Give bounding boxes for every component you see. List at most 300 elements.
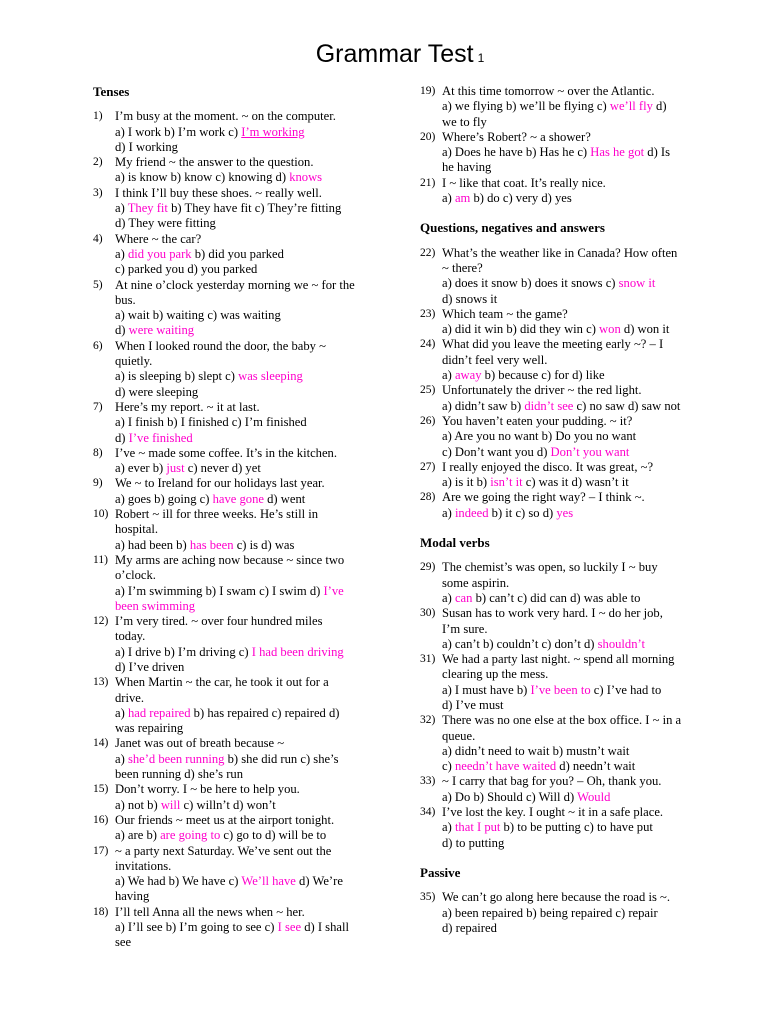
question-number: 14) <box>93 737 109 750</box>
question-line <box>115 538 393 553</box>
text-segment: d) needn’t wait <box>556 759 636 774</box>
text-segment: When Martin ~ the car, he took it out for a <box>115 675 329 690</box>
text-segment: ~ there? <box>442 260 483 275</box>
question-line <box>442 414 720 429</box>
section-spacer <box>420 851 720 865</box>
text-segment: a) Are you no want b) Do you no want <box>442 429 637 444</box>
text-segment: was repairing <box>115 721 184 736</box>
question-line <box>442 353 720 368</box>
question-line <box>115 109 393 124</box>
question-number: 11) <box>93 553 108 566</box>
text-segment: c) <box>442 759 455 774</box>
question-item <box>420 130 720 176</box>
answer-highlight: was sleeping <box>238 369 303 384</box>
text-segment: c) Don’t want you d) <box>442 444 551 459</box>
text-segment: bus. <box>115 292 136 307</box>
question-number: 15) <box>93 783 109 796</box>
answer-highlight: are going to <box>160 828 221 843</box>
text-segment: d) were sleeping <box>115 384 199 399</box>
question-item <box>93 675 393 736</box>
question-text <box>115 232 393 278</box>
question-line <box>442 445 720 460</box>
text-segment: My arms are aching now because ~ since two <box>115 552 345 567</box>
text-segment: a) are b) <box>115 828 161 843</box>
text-segment: ~ a party next Saturday. We’ve sent out the <box>115 843 332 858</box>
question-line <box>442 606 720 621</box>
question-text <box>115 782 393 813</box>
text-segment: When I looked round the door, the baby ~ <box>115 338 326 353</box>
question-item <box>93 232 393 278</box>
question-line <box>442 790 720 805</box>
question-line <box>115 568 393 583</box>
text-segment: Which team ~ the game? <box>442 306 568 321</box>
text-segment: a) I work b) I’m work c) <box>115 124 242 139</box>
answer-highlight: Don’t you want <box>550 444 630 459</box>
question-item <box>420 890 720 936</box>
text-segment: a) we flying b) we’ll be flying c) <box>442 99 610 114</box>
question-line <box>442 490 720 505</box>
question-text <box>115 813 393 844</box>
question-text <box>442 890 720 936</box>
answer-highlight: has been <box>189 537 234 552</box>
question-line <box>115 308 393 323</box>
text-segment: a) does it snow b) does it snows c) <box>442 276 619 291</box>
section-heading: Passive <box>420 864 461 880</box>
text-segment: a) is it b) <box>442 475 491 490</box>
question-number: 31) <box>420 653 436 666</box>
question-item <box>93 186 393 232</box>
text-segment: b) she did run c) she’s <box>224 751 339 766</box>
question-number: 25) <box>420 384 436 397</box>
text-segment: a) Does he have b) Has he c) <box>442 145 591 160</box>
question-line <box>442 399 720 414</box>
text-segment: d) Is <box>644 145 671 160</box>
question-number: 21) <box>420 176 436 189</box>
question-line <box>115 155 393 170</box>
answer-highlight: she’d been running <box>127 751 225 766</box>
text-segment: We ~ to Ireland for our holidays last year. <box>115 476 325 491</box>
question-item <box>93 905 393 951</box>
question-line <box>115 431 393 446</box>
question-line <box>442 383 720 398</box>
section-heading: Questions, negatives and answers <box>420 220 605 236</box>
question-text <box>442 652 720 713</box>
question-line <box>115 706 393 721</box>
question-line <box>115 553 393 568</box>
text-segment: d) <box>115 323 129 338</box>
text-segment: a) <box>115 246 128 261</box>
question-line <box>115 721 393 736</box>
question-item <box>420 246 720 307</box>
question-item <box>420 713 720 774</box>
text-segment: a) Do b) Should c) Will d) <box>442 789 578 804</box>
answer-highlight: needn’t have waited <box>454 759 557 774</box>
question-line <box>442 906 720 921</box>
question-line <box>115 935 393 950</box>
question-line <box>115 859 393 874</box>
question-number: 19) <box>420 85 436 97</box>
text-segment: today. <box>115 629 146 644</box>
text-segment: c) I’ve had to <box>590 682 662 697</box>
text-segment: What did you leave the meeting early ~? – I <box>442 337 664 352</box>
right-column <box>420 84 720 936</box>
question-item <box>420 414 720 460</box>
question-line <box>442 292 720 307</box>
answer-highlight: won <box>599 322 621 337</box>
question-item <box>93 155 393 186</box>
question-item <box>420 383 720 414</box>
question-number: 3) <box>93 186 103 199</box>
text-segment: b) to be putting c) to have put <box>500 820 653 835</box>
question-text <box>442 84 720 130</box>
answer-highlight: shouldn’t <box>597 636 645 651</box>
question-text <box>115 614 393 675</box>
answer-highlight: I’m working <box>241 124 305 139</box>
question-line <box>115 874 393 889</box>
question-number: 30) <box>420 607 436 620</box>
question-line <box>442 84 720 99</box>
question-line <box>115 584 393 599</box>
question-line <box>115 385 393 400</box>
question-line <box>115 889 393 904</box>
question-text <box>115 339 393 400</box>
question-item <box>420 805 720 851</box>
answer-highlight: We’ll have <box>241 874 296 889</box>
question-line <box>442 591 720 606</box>
text-segment: I’ve ~ made some coffee. It’s in the kitchen. <box>115 445 337 460</box>
question-number: 16) <box>93 813 109 826</box>
text-segment: Where ~ the car? <box>115 231 202 246</box>
answer-highlight: we’ll fly <box>609 99 653 114</box>
question-line <box>442 176 720 191</box>
answer-highlight: knows <box>289 170 323 185</box>
question-line <box>115 614 393 629</box>
question-text <box>115 278 393 339</box>
question-text <box>442 460 720 491</box>
question-line <box>115 125 393 140</box>
text-segment: ~ I carry that bag for you? – Oh, thank you. <box>442 774 662 789</box>
question-line <box>115 691 393 706</box>
answer-highlight: I’ve finished <box>128 430 193 445</box>
question-number: 13) <box>93 676 109 689</box>
question-text <box>442 130 720 176</box>
question-item <box>93 782 393 813</box>
question-text <box>442 337 720 383</box>
text-segment: I’m sure. <box>442 621 488 636</box>
text-segment: a) goes b) going c) <box>115 491 213 506</box>
question-line <box>442 921 720 936</box>
question-line <box>115 262 393 277</box>
question-line <box>442 307 720 322</box>
question-number: 34) <box>420 806 436 819</box>
question-line <box>115 293 393 308</box>
text-segment: Unfortunately the driver ~ the red light. <box>442 383 642 398</box>
text-segment: d) I’ve driven <box>115 659 185 674</box>
question-line <box>115 828 393 843</box>
question-line <box>442 246 720 261</box>
question-line <box>115 522 393 537</box>
question-number: 35) <box>420 891 436 904</box>
text-segment: Susan has to work very hard. I ~ do her job, <box>442 606 663 621</box>
question-line <box>115 278 393 293</box>
question-text <box>115 109 393 155</box>
text-segment: a) <box>115 201 128 216</box>
question-number: 22) <box>420 246 436 259</box>
section-spacer <box>420 521 720 535</box>
question-item <box>420 307 720 338</box>
text-segment: a) I finish b) I finished c) I’m finished <box>115 415 307 430</box>
text-segment: a) can’t b) couldn’t c) don’t d) <box>442 636 598 651</box>
text-segment: see <box>115 935 132 950</box>
question-line <box>115 323 393 338</box>
text-segment: Where’s Robert? ~ a shower? <box>442 129 591 144</box>
question-line <box>115 232 393 247</box>
text-segment: a) <box>442 820 455 835</box>
question-line <box>115 813 393 828</box>
text-segment: c) was it d) wasn’t it <box>522 475 629 490</box>
question-line <box>442 115 720 130</box>
question-line <box>442 261 720 276</box>
question-text <box>115 844 393 905</box>
text-segment: c) parked you d) you parked <box>115 262 258 277</box>
question-number: 29) <box>420 561 436 574</box>
text-segment: d) snows it <box>442 291 498 306</box>
text-segment: d) I’ve must <box>442 697 504 712</box>
question-line <box>442 698 720 713</box>
question-number: 9) <box>93 477 103 490</box>
question-line <box>115 476 393 491</box>
question-line <box>115 645 393 660</box>
text-segment: a) We had b) We have c) <box>115 874 242 889</box>
question-item <box>420 337 720 383</box>
answer-highlight: I had been driving <box>251 644 344 659</box>
question-item <box>93 400 393 446</box>
answer-highlight: I’ve been to <box>530 682 591 697</box>
question-item <box>93 446 393 477</box>
question-text <box>115 905 393 951</box>
question-line <box>115 354 393 369</box>
question-number: 4) <box>93 232 103 245</box>
text-segment: a) is sleeping b) slept c) <box>115 369 239 384</box>
text-segment: Don’t worry. I ~ be here to help you. <box>115 782 300 797</box>
question-number: 17) <box>93 844 109 857</box>
answer-highlight: am <box>454 191 471 206</box>
question-text <box>442 713 720 774</box>
question-line <box>442 506 720 521</box>
question-line <box>442 622 720 637</box>
question-line <box>115 415 393 430</box>
question-item <box>93 278 393 339</box>
section-heading: Tenses <box>93 84 130 99</box>
question-text <box>442 246 720 307</box>
text-segment: At nine o’clock yesterday morning we ~ for the <box>115 277 355 292</box>
question-number: 12) <box>93 615 109 628</box>
question-text <box>442 490 720 521</box>
text-segment: a) <box>442 191 455 206</box>
question-number: 33) <box>420 775 436 788</box>
text-segment: I’m busy at the moment. ~ on the computer. <box>115 109 336 124</box>
question-line <box>442 337 720 352</box>
question-line <box>442 322 720 337</box>
question-text <box>115 446 393 477</box>
question-number: 32) <box>420 714 436 727</box>
text-segment: drive. <box>115 690 145 705</box>
text-segment: d) I working <box>115 139 178 154</box>
question-line <box>442 729 720 744</box>
text-segment: c) willn’t d) won’t <box>180 797 276 812</box>
question-item <box>93 736 393 782</box>
text-segment: b) do c) very d) yes <box>470 191 572 206</box>
question-line <box>115 170 393 185</box>
text-segment: My friend ~ the answer to the question. <box>115 155 314 170</box>
question-line <box>115 507 393 522</box>
question-text <box>442 805 720 851</box>
answer-highlight: just <box>166 461 185 476</box>
question-item <box>420 176 720 207</box>
text-segment: a) I must have b) <box>442 682 531 697</box>
text-segment: I really enjoyed the disco. It was great, ~? <box>442 459 654 474</box>
question-line <box>442 652 720 667</box>
text-segment: a) had been b) <box>115 537 190 552</box>
text-segment: d) repaired <box>442 920 497 935</box>
question-line <box>115 798 393 813</box>
question-line <box>442 368 720 383</box>
answer-highlight: did you park <box>127 246 192 261</box>
text-segment: You haven’t eaten your pudding. ~ it? <box>442 413 633 428</box>
question-line <box>442 429 720 444</box>
question-line <box>115 461 393 476</box>
text-segment: I ~ like that coat. It’s really nice. <box>442 175 606 190</box>
text-segment: hospital. <box>115 522 159 537</box>
question-item <box>420 460 720 491</box>
section-heading: Modal verbs <box>420 535 490 551</box>
question-line <box>115 629 393 644</box>
text-segment: c) is d) was <box>233 537 295 552</box>
question-line <box>442 805 720 820</box>
text-segment: d) They were fitting <box>115 216 216 231</box>
question-line <box>115 369 393 384</box>
text-segment: clearing up the mess. <box>442 667 549 682</box>
question-line <box>115 186 393 201</box>
question-line <box>442 130 720 145</box>
question-number: 24) <box>420 338 436 351</box>
question-item <box>93 813 393 844</box>
question-line <box>442 774 720 789</box>
text-segment: b) did you parked <box>191 246 284 261</box>
question-text <box>115 553 393 614</box>
text-segment: b) it c) so d) <box>488 505 557 520</box>
text-segment: I think I’ll buy these shoes. ~ really well. <box>115 185 322 200</box>
text-segment: d) <box>115 430 129 445</box>
question-line <box>115 660 393 675</box>
question-line <box>115 767 393 782</box>
question-line <box>442 637 720 652</box>
text-segment: b) has repaired c) repaired d) <box>190 705 340 720</box>
text-segment: d) I shall <box>301 920 349 935</box>
text-segment: d) to putting <box>442 835 505 850</box>
text-segment: a) I’ll see b) I’m going to see c) <box>115 920 278 935</box>
text-segment: d) went <box>263 491 306 506</box>
question-text <box>442 774 720 805</box>
text-segment: I’ll tell Anna all the news when ~ her. <box>115 904 305 919</box>
question-line <box>442 460 720 475</box>
question-number: 5) <box>93 278 103 291</box>
question-line <box>115 736 393 751</box>
answer-highlight: I see <box>277 920 302 935</box>
question-text <box>115 675 393 736</box>
question-line <box>115 201 393 216</box>
answer-highlight: Would <box>577 789 611 804</box>
answer-highlight: indeed <box>454 505 489 520</box>
text-segment: a) not b) <box>115 797 161 812</box>
text-segment: What’s the weather like in Canada? How often <box>442 245 678 260</box>
text-segment: I’ve lost the key. I ought ~ it in a safe place. <box>442 805 664 820</box>
question-line <box>442 160 720 175</box>
question-line <box>442 836 720 851</box>
question-line <box>442 890 720 905</box>
question-item <box>93 109 393 155</box>
answer-highlight: away <box>454 368 482 383</box>
question-line <box>115 247 393 262</box>
text-segment: a) I drive b) I’m driving c) <box>115 644 252 659</box>
answer-highlight: didn’t see <box>524 398 574 413</box>
text-segment: Janet was out of breath because ~ <box>115 736 285 751</box>
left-column <box>93 84 393 951</box>
answer-highlight: been swimming <box>115 598 196 613</box>
question-text <box>115 400 393 446</box>
question-item <box>93 614 393 675</box>
question-line <box>442 191 720 206</box>
question-text <box>442 383 720 414</box>
text-segment: a) didn’t saw b) <box>442 398 525 413</box>
question-number: 10) <box>93 508 109 521</box>
question-item <box>420 560 720 606</box>
text-segment: we to fly <box>442 114 487 129</box>
text-segment: a) <box>442 368 455 383</box>
question-item <box>93 339 393 400</box>
question-line <box>442 145 720 160</box>
text-segment: Robert ~ ill for three weeks. He’s still in <box>115 507 319 522</box>
text-segment: a) <box>442 505 455 520</box>
question-line <box>442 744 720 759</box>
text-segment: c) go to d) will be to <box>220 828 327 843</box>
question-number: 8) <box>93 446 103 459</box>
text-segment: a) did it win b) did they win c) <box>442 322 600 337</box>
question-line <box>115 920 393 935</box>
question-number: 6) <box>93 339 103 352</box>
question-line <box>115 400 393 415</box>
question-line <box>115 905 393 920</box>
text-segment: a) been repaired b) being repaired c) repair <box>442 905 658 920</box>
question-item <box>420 652 720 713</box>
text-segment: I’m very tired. ~ over four hundred miles <box>115 614 323 629</box>
text-segment: o’clock. <box>115 568 156 583</box>
text-segment: c) no saw d) saw not <box>573 398 681 413</box>
text-segment: some aspirin. <box>442 575 510 590</box>
question-line <box>115 339 393 354</box>
question-line <box>442 713 720 728</box>
text-segment: We had a party last night. ~ spend all morning <box>442 652 675 667</box>
question-number: 18) <box>93 905 109 918</box>
text-segment: a) ever b) <box>115 461 167 476</box>
question-line <box>115 675 393 690</box>
question-text <box>442 414 720 460</box>
answer-highlight: will <box>160 797 181 812</box>
question-number: 7) <box>93 400 103 413</box>
question-number: 1) <box>93 110 103 123</box>
question-text <box>442 176 720 207</box>
text-segment: The chemist’s was open, so luckily I ~ buy <box>442 560 658 575</box>
